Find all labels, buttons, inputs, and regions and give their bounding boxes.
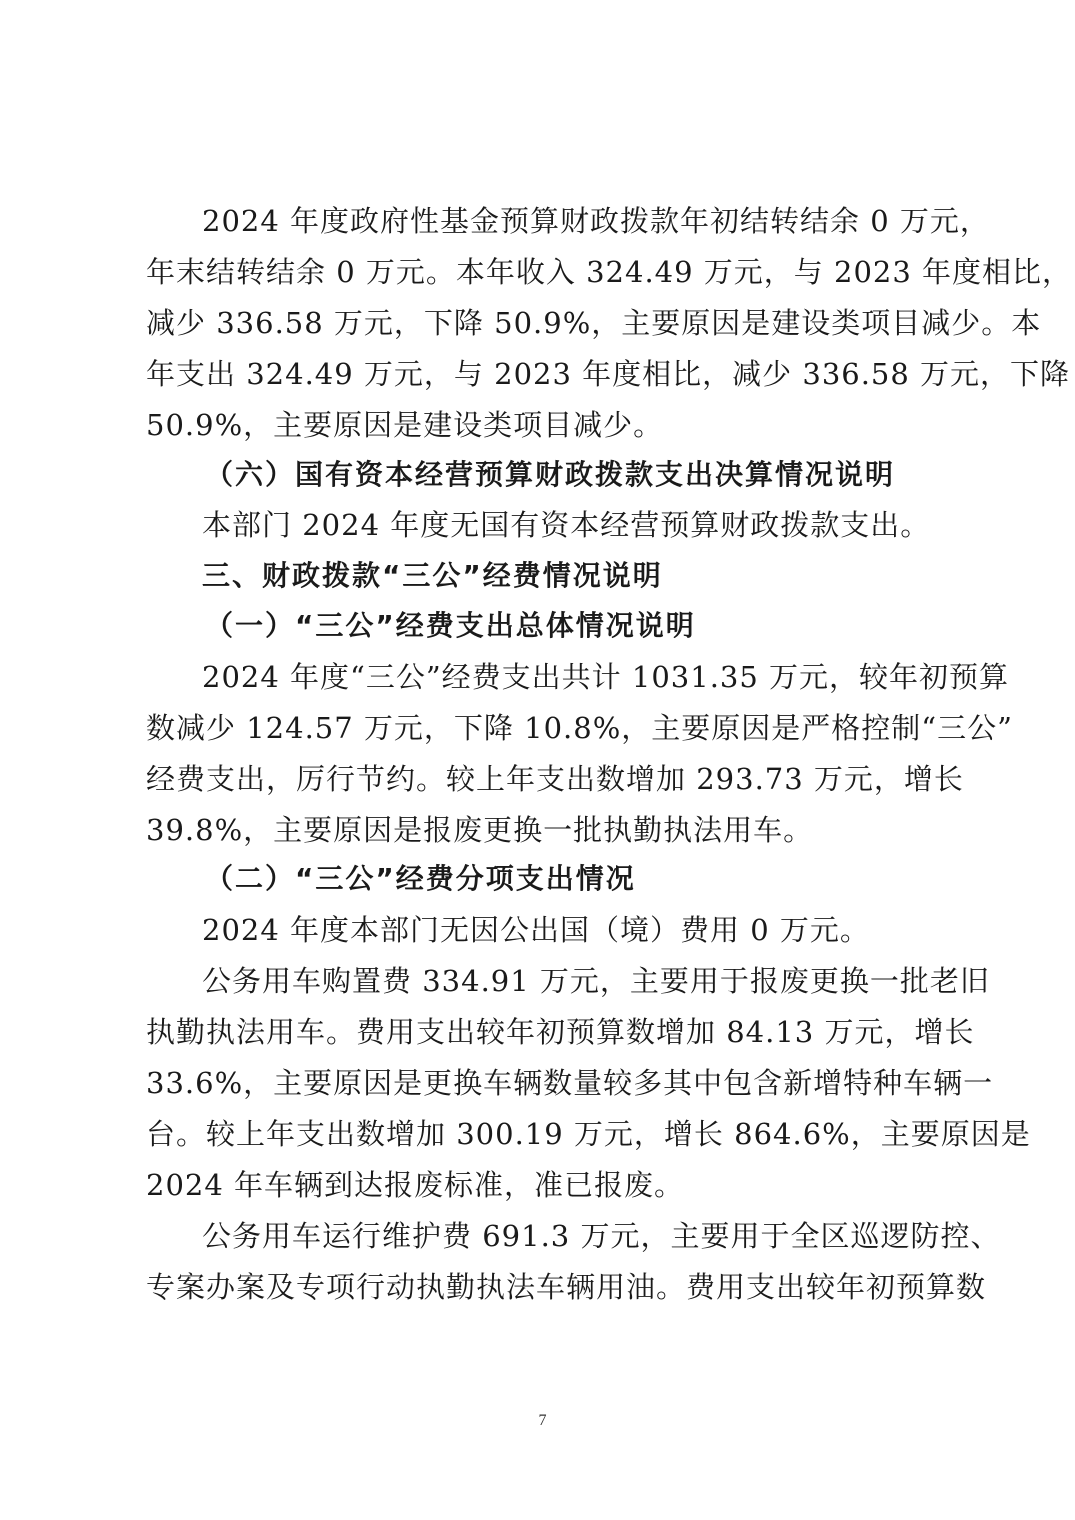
- section-heading: （六）国有资本经营预算财政拨款支出决算情况说明: [205, 458, 896, 491]
- paragraph-line: 50.9%，主要原因是建设类项目减少。: [146, 408, 664, 442]
- paragraph-line: 33.6%，主要原因是更换车辆数量较多其中包含新增特种车辆一: [146, 1066, 994, 1100]
- paragraph-line: 2024 年度政府性基金预算财政拨款年初结转结余 0 万元，: [202, 204, 990, 238]
- paragraph-line: 2024 年车辆到达报废标准，准已报废。: [146, 1168, 685, 1202]
- section-heading: （二）“三公”经费分项支出情况: [205, 862, 636, 895]
- paragraph-line: 公务用车运行维护费 691.3 万元，主要用于全区巡逻防控、: [202, 1219, 1001, 1253]
- paragraph-line: 减少 336.58 万元，下降 50.9%，主要原因是建设类项目减少。本: [146, 306, 1042, 340]
- paragraph-line: 2024 年度“三公”经费支出共计 1031.35 万元，较年初预算: [202, 660, 1010, 694]
- paragraph-line: 台。较上年支出数增加 300.19 万元，增长 864.6%，主要原因是: [146, 1117, 1031, 1151]
- paragraph-line: 年末结转结余 0 万元。本年收入 324.49 万元，与 2023 年度相比，: [146, 255, 1073, 289]
- section-heading: 三、财政拨款“三公”经费情况说明: [202, 559, 663, 592]
- section-heading: （一）“三公”经费支出总体情况说明: [205, 609, 696, 642]
- paragraph-line: 年支出 324.49 万元，与 2023 年度相比，减少 336.58 万元，下降: [146, 357, 1071, 391]
- paragraph-line: 2024 年度本部门无因公出国（境）费用 0 万元。: [202, 913, 870, 947]
- paragraph-line: 执勤执法用车。费用支出较年初预算数增加 84.13 万元，增长: [146, 1015, 975, 1049]
- page-number: 7: [538, 1412, 547, 1429]
- paragraph-line: 专案办案及专项行动执勤执法车辆用油。费用支出较年初预算数: [146, 1270, 987, 1304]
- paragraph-line: 本部门 2024 年度无国有资本经营预算财政拨款支出。: [202, 508, 931, 542]
- paragraph-line: 公务用车购置费 334.91 万元，主要用于报废更换一批老旧: [202, 964, 990, 998]
- paragraph-line: 数减少 124.57 万元，下降 10.8%，主要原因是严格控制“三公”: [146, 711, 1013, 745]
- paragraph-line: 39.8%，主要原因是报废更换一批执勤执法用车。: [146, 813, 814, 847]
- paragraph-line: 经费支出，厉行节约。较上年支出数增加 293.73 万元，增长: [146, 762, 964, 796]
